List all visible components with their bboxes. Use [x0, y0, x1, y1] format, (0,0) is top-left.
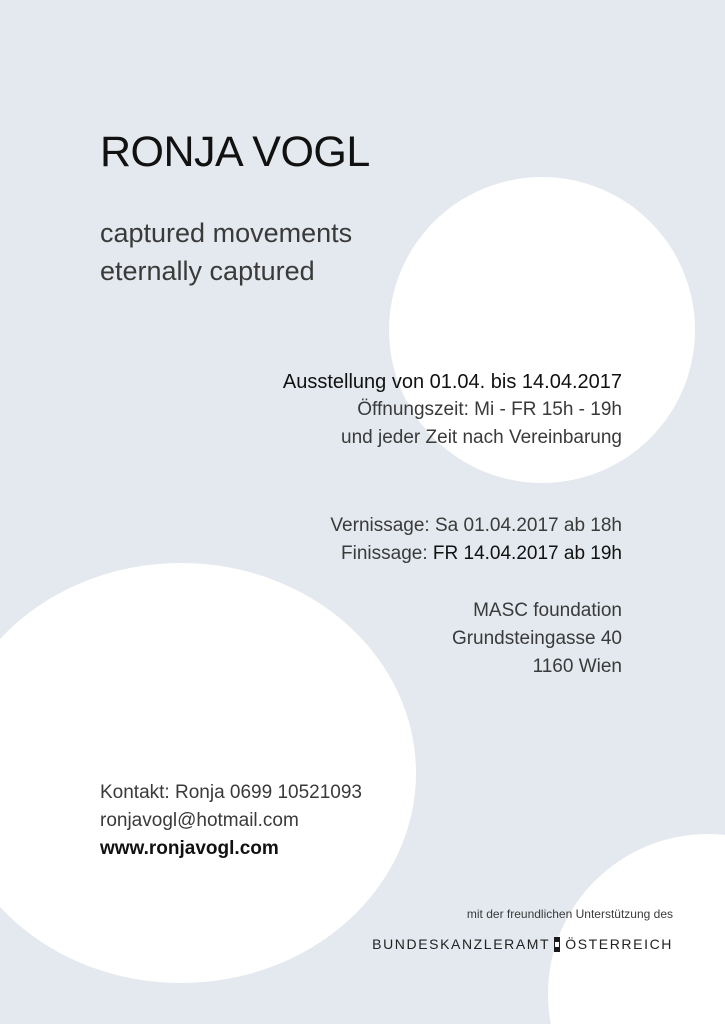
sponsor-name-right: ÖSTERREICH: [565, 936, 673, 952]
venue-address: [452, 597, 622, 681]
contact-email: ronjavogl@hotmail.com: [100, 810, 299, 831]
decorative-circle-left: [0, 563, 416, 983]
venue-name: MASC foundation: [473, 600, 622, 621]
exhibition-subtitle: [100, 214, 352, 290]
contact-phone: Kontakt: Ronja 0699 10521093: [100, 782, 362, 803]
appointment-note: und jeder Zeit nach Vereinbarung: [341, 427, 622, 448]
finissage-label: Finissage:: [341, 543, 433, 564]
decorative-circle-bottom-right: [548, 834, 725, 1024]
finissage-value: FR 14.04.2017 ab 19h: [432, 543, 622, 564]
sponsor-logo: [372, 936, 673, 952]
support-note: mit der freundlichen Unterstützung des: [466, 907, 673, 921]
exhibition-dates: Ausstellung von 01.04. bis 14.04.2017: [282, 371, 622, 393]
finissage-date: [330, 540, 622, 568]
event-dates: [330, 512, 622, 568]
venue-city: 1160 Wien: [532, 656, 622, 677]
vernissage-date: Vernissage: Sa 01.04.2017 ab 18h: [330, 515, 622, 536]
exhibition-info: [283, 368, 622, 452]
contact-website: www.ronjavogl.com: [100, 838, 279, 859]
sponsor-name-left: BUNDESKANZLERAMT: [372, 936, 551, 952]
opening-hours: Öffnungszeit: Mi - FR 15h - 19h: [357, 399, 622, 420]
austria-flag-icon: [554, 937, 560, 952]
venue-street: Grundsteingasse 40: [451, 628, 622, 649]
artist-name: RONJA VOGL: [100, 128, 370, 176]
subtitle-line-1: captured movements: [100, 218, 353, 248]
subtitle-line-2: eternally captured: [100, 256, 315, 286]
contact-info: [100, 779, 362, 863]
